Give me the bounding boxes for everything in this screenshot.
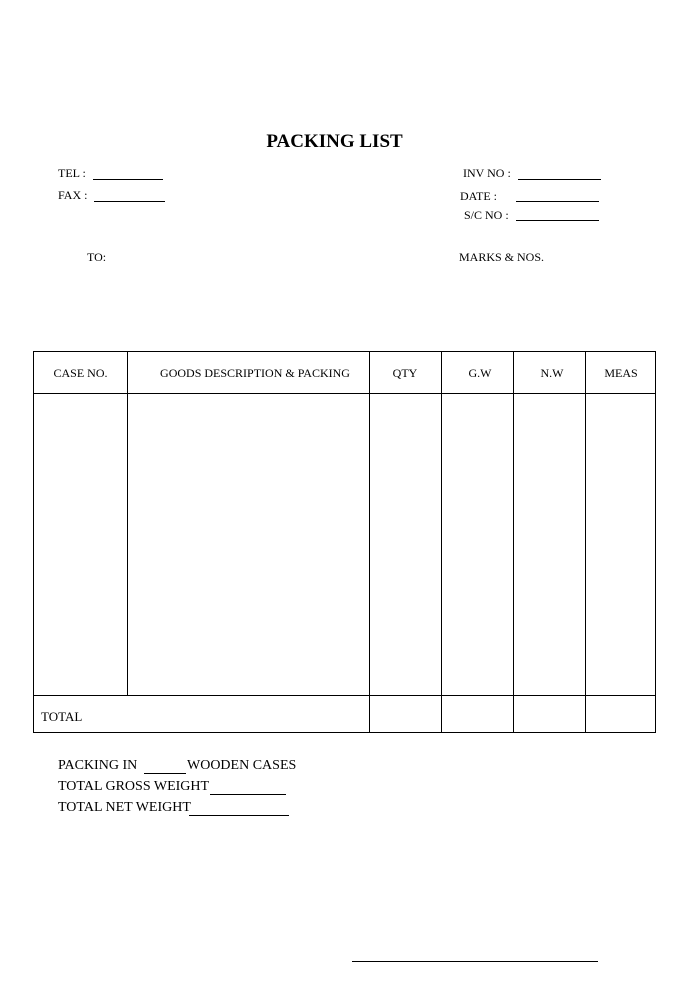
wooden-cases-label: WOODEN CASES xyxy=(187,758,297,773)
column-divider xyxy=(585,352,586,732)
sc-no-field[interactable] xyxy=(516,220,599,221)
total-net-weight-field[interactable] xyxy=(189,815,289,816)
column-divider xyxy=(441,352,442,732)
tel-label: TEL : xyxy=(58,166,86,180)
total-gross-weight-field[interactable] xyxy=(210,794,286,795)
packing-table xyxy=(33,351,656,733)
packing-count-field[interactable] xyxy=(144,773,186,774)
column-header-qty: QTY xyxy=(392,366,418,380)
column-header-nw: N.W xyxy=(540,366,564,380)
to-label: TO: xyxy=(87,250,107,264)
inv-no-field[interactable] xyxy=(518,179,601,180)
signature-line[interactable] xyxy=(352,961,598,962)
date-label: DATE : xyxy=(460,189,497,203)
total-net-weight-label: TOTAL NET WEIGHT xyxy=(58,800,191,815)
marks-nos-label: MARKS & NOS. xyxy=(459,250,545,264)
tel-field[interactable] xyxy=(93,179,163,180)
column-divider xyxy=(369,352,370,732)
total-gross-weight-label: TOTAL GROSS WEIGHT xyxy=(58,779,210,794)
inv-no-label: INV NO : xyxy=(463,166,511,180)
column-header-case-no: CASE NO. xyxy=(53,366,108,380)
fax-label: FAX : xyxy=(58,188,88,202)
sc-no-label: S/C NO : xyxy=(464,208,509,222)
total-divider xyxy=(34,695,655,696)
fax-field[interactable] xyxy=(94,201,165,202)
date-field[interactable] xyxy=(516,201,599,202)
column-divider xyxy=(127,352,128,695)
header-divider xyxy=(34,393,655,394)
total-label: TOTAL xyxy=(41,709,83,724)
packing-in-label: PACKING IN xyxy=(58,758,138,773)
page-title: PACKING LIST xyxy=(266,131,403,152)
column-header-goods-description: GOODS DESCRIPTION & PACKING xyxy=(160,366,350,380)
column-header-meas: MEAS xyxy=(604,366,638,380)
column-header-gw: G.W xyxy=(468,366,492,380)
column-divider xyxy=(513,352,514,732)
